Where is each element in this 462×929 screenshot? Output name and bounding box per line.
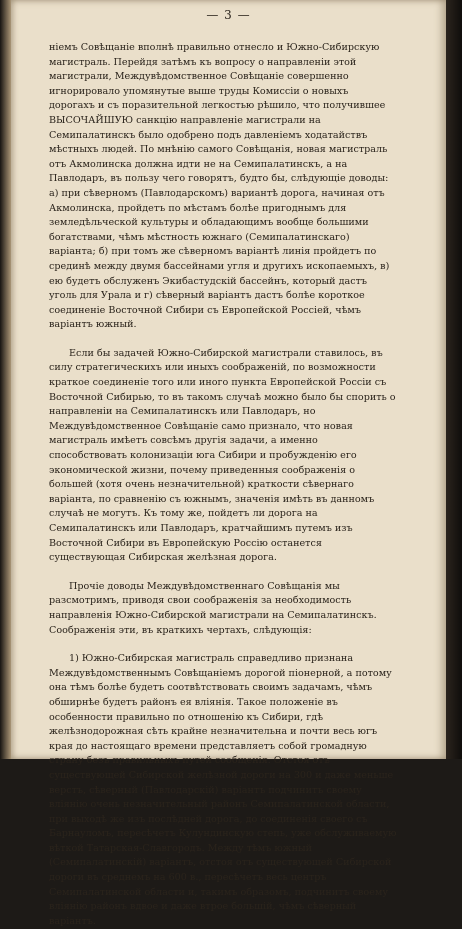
page-number: — 3 — <box>206 8 251 22</box>
book-spine-edge <box>0 0 11 759</box>
book-right-edge <box>446 0 462 759</box>
paragraph-2: Если бы задачей Южно-Сибирской магистрали ставилось, въ силу стратегическихъ или иныхъ соображеній, по возможности краткое соединеніе того или иного пункта Европейской Россіи съ Восточной Сибирью, то въ такомъ случаѣ можно было бы спорить о направленіи на Семипалатинскъ или Павлодаръ, но Междувѣдомственное Совѣщаніе само признало, что новая магистраль имѣетъ совсѣмъ другія задачи, а именно способствовать колонизаціи юга Сибири и пробужденію его экономической жизни, почему приведенныя соображенія о большей (хотя очень незначительной) краткости сѣвернаго варіанта, по сравненію съ южнымъ, значенія имѣть въ данномъ случаѣ не могутъ. Къ тому же, пойдетъ ли дорога на Семипалатинскъ или Павлодаръ, кратчайшимъ путемъ изъ Восточной Сибири въ Европейскую Россію останется существующая Сибирская желѣзная дорога. <box>49 347 396 564</box>
page-body <box>49 41 397 929</box>
page-sheet <box>11 0 446 927</box>
paragraph-1: ніемъ Совѣщаніе вполнѣ правильно отнесло и Южно-Сибирскую магистраль. Перейдя затѣмъ къ вопросу о направленіи этой магистрали, Междувѣдомственное Совѣщаніе совершенно игнорировало упомянутые выше труды Комиссіи о новыхъ дорогахъ и съ поразительной легкостью рѣшило, что получившее ВЫСОЧАЙШУЮ санкцію направленіе магистрали на Семипалатинскъ было одобрено подъ давленіемъ ходатайствъ мѣстныхъ людей. По мнѣнію самого Совѣщанія, новая магистраль отъ Акмолинска должна идти не на Семипалатинскъ, а на Павлодаръ, въ пользу чего говорятъ, будто бы, слѣдующіе доводы: а) при сѣверномъ (Павлодарскомъ) вариантѣ дорога, начиная отъ Акмолинска, пройдетъ по мѣстамъ болѣе пригоднымъ для земледѣльческой культуры и обладающимъ вообще большими богатствами, чѣмъ мѣстность южнаго (Семипалатинскаго) варіанта; б) при томъ же сѣверномъ варіантѣ линія пройдетъ по срединѣ между двумя бассейнами угля и другихъ ископаемыхъ, в) ею будетъ обслуженъ Экибастудскій бассейнъ, который дастъ уголь для Урала и г) сѣверный варіантъ дастъ болѣе короткое соединеніе Восточной Сибири съ Европейской Россіей, чѣмъ варіантъ южный. <box>49 42 390 331</box>
paragraph-3: Прочіе доводы Междувѣдомственнаго Совѣщанія мы разсмотримъ, приводя свои соображенія за необходимость направленія Южно-Сибирской магистрали на Семипалатинскъ. Соображенія эти, въ краткихъ чертахъ, слѣдующія: <box>49 580 377 636</box>
paragraph-4: 1) Южно-Сибирская магистраль справедливо признана Междувѣдомственнымъ Совѣщаніемъ дорогой піонерной, а потому она тѣмъ болѣе будетъ соотвѣтствовать своимъ задачамъ, чѣмъ обширнѣе будетъ районъ ея вліянія. Такое положеніе въ особенности правильно по отношенію къ Сибири, гдѣ желѣзнодорожная сѣть крайне незначительна и почти весь югъ края до настоящаго времени представляетъ собой громадную страну безъ правильныхъ путей сообщенія. Отстоя отъ существующей Сибирской желѣзной дороги на 300 и даже меньше верстъ, сѣверный (Павлодарскій) варіантъ подчинитъ своему вліянію очень незначительный районъ Семипалатинской области, при выходѣ же изъ послѣдней дорога, до соединенія своего съ Барнауломъ, пересѣчетъ Кулундинскую степь, уже обслуживаемую вѣткой Татарская-Славгородъ. Между тѣмъ южный (Семипалатинскій) варіантъ, отстоя отъ существующей Сибирской дороги въ среднемъ на 600 в., пересѣчетъ весь центръ Семипалатинской области и, такимъ образомъ, подчинитъ своему вліянію районъ вдвое и даже втрое большій, чѣмъ сѣверный варіантъ. <box>49 653 397 927</box>
